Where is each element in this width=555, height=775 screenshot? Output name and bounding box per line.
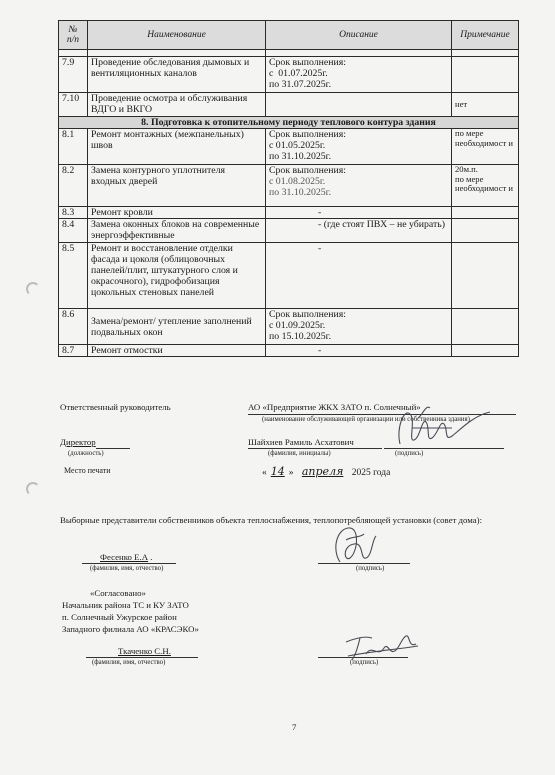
row-name: Ремонт и восстановление отделки фасада и цоколя (облицовочных панелей/плит, штукатурного слоя и окрасочного), гидрофобизация цокольных стеновых панелей [88, 243, 266, 309]
note-length: 20м.п. [455, 164, 478, 174]
agreed-name-underline [86, 657, 198, 658]
row-num: 7.10 [59, 93, 88, 117]
row-name: Замена/ремонт/ утепление заполнений подвальных окон [88, 309, 266, 345]
row-note [452, 207, 519, 219]
row-note [452, 243, 519, 309]
agreed-title: «Согласовано» [90, 588, 146, 598]
position-value: Директор [60, 437, 96, 447]
row-note [452, 219, 519, 243]
row-name: Проведение обследования дымовых и вентиляционных каналов [88, 57, 266, 93]
desc-label: Срок выполнения: [269, 165, 346, 176]
agreed-caption: (фамилия, имя, отчество) [92, 659, 166, 666]
rep-name-dot: . [148, 552, 153, 562]
organization-caption: (наименование обслуживающей организации или собственника здания) [262, 416, 470, 423]
rep-name [82, 552, 152, 562]
organization-name: АО «Предприятие ЖКХ ЗАТО п. Солнечный» [248, 402, 421, 412]
desc-label: Срок выполнения: [269, 129, 346, 140]
rep-caption: (фамилия, имя, отчество) [90, 565, 164, 572]
row-desc: - (где стоят ПВХ – не убирать) [266, 219, 452, 243]
row-desc: - [266, 243, 452, 309]
table-row [59, 165, 519, 207]
desc-to: по 31.07.2025г. [269, 79, 332, 90]
row-num: 8.1 [59, 129, 88, 165]
row-note [452, 309, 519, 345]
responsible-label: Ответственный руководитель [60, 402, 171, 412]
sign-date [262, 465, 390, 478]
row-desc: - [266, 207, 452, 219]
row-note [452, 57, 519, 93]
row-desc [266, 165, 452, 207]
row-desc [266, 93, 452, 117]
position-caption: (должность) [68, 450, 104, 457]
row-desc [266, 57, 452, 93]
desc-from: с 01.07.2025г. [269, 68, 328, 79]
row-num: 8.7 [59, 345, 88, 357]
desc-label: Срок выполнения: [269, 57, 346, 68]
table-row [59, 243, 519, 309]
row-note: по мере необходимост и [452, 129, 519, 165]
row-num: 8.3 [59, 207, 88, 219]
header-name: Наименование [88, 21, 266, 50]
table-row [59, 57, 519, 93]
agreed-line-2: п. Солнечный Ужурское район [62, 612, 177, 622]
table-row [59, 345, 519, 357]
person-name: Шайхиев Рамиль Асхатович [248, 437, 354, 447]
table-row [59, 207, 519, 219]
table-spacer-row [59, 50, 519, 57]
date-day: 14 [270, 465, 285, 478]
header-num: № п/п [59, 21, 88, 50]
desc-label: Срок выполнения: [269, 309, 346, 320]
row-num: 8.5 [59, 243, 88, 309]
table-row [59, 93, 519, 117]
date-open-quote: « [262, 468, 267, 478]
agreed-line-1: Начальник района ТС и КУ ЗАТО [62, 600, 189, 610]
row-desc [266, 129, 452, 165]
header-desc: Описание [266, 21, 452, 50]
rep-signature-caption: (подпись) [356, 565, 385, 572]
row-name: Ремонт монтажных (межпанельных) швов [88, 129, 266, 165]
punch-hole-mark [26, 282, 40, 296]
desc-from: с 01.08.2025г. [269, 176, 326, 187]
section-row [59, 117, 519, 129]
desc-from: с 01.09.2025г. [269, 320, 326, 331]
rep-signature [320, 522, 390, 568]
date-year: 2025 года [351, 468, 391, 478]
position-underline [96, 448, 130, 449]
representatives-text: Выборные представители собственников объекта теплоснабжения, теплопотребляющей установки (совет дома): [60, 515, 483, 525]
table-header-row [59, 21, 519, 50]
date-close-quote: » [288, 468, 294, 478]
row-num: 8.2 [59, 165, 88, 207]
director-signature [382, 398, 502, 458]
row-note: нет [452, 93, 519, 117]
stamp-label: Место печати [64, 466, 111, 475]
row-num: 7.9 [59, 57, 88, 93]
row-name: Проведение осмотра и обслуживания ВДГО и ВКГО [88, 93, 266, 117]
row-num: 8.4 [59, 219, 88, 243]
table-row [59, 309, 519, 345]
desc-from: с 01.05.2025г. [269, 140, 326, 151]
works-table [58, 20, 519, 357]
table-row [59, 129, 519, 165]
agreed-line-3: Западного филиала АО «КРАСЭКО» [62, 624, 199, 634]
header-note: Примечание [452, 21, 519, 50]
row-name: Ремонт кровли [88, 207, 266, 219]
row-note [452, 165, 519, 207]
agreed-signature [336, 628, 422, 664]
date-month: апреля [301, 465, 344, 478]
rep-name-value: Фесенко Е.А [100, 552, 149, 562]
row-note [452, 345, 519, 357]
signature-caption: (подпись) [395, 450, 424, 457]
row-num: 8.6 [59, 309, 88, 345]
row-name: Ремонт отмостки [88, 345, 266, 357]
page-number: 7 [292, 722, 297, 732]
rep-underline [82, 563, 176, 564]
agreed-name: Ткаченко С.Н. [118, 646, 171, 656]
row-name: Замена контурного уплотнителя входных дверей [88, 165, 266, 207]
section-title: 8. Подготовка к отопительному периоду теплового контура здания [59, 117, 519, 129]
note-text: по мере необходимост и [455, 173, 514, 194]
desc-to: по 31.10.2025г. [269, 187, 332, 198]
person-caption: (фамилия, инициалы) [268, 450, 331, 457]
person-underline [248, 448, 382, 449]
agreed-signature-caption: (подпись) [350, 659, 379, 666]
table-row [59, 219, 519, 243]
row-name: Замена оконных блоков на современные энергоэффективные [88, 219, 266, 243]
desc-to: по 31.10.2025г. [269, 151, 332, 162]
desc-to: по 15.10.2025г. [269, 331, 332, 342]
punch-hole-mark [26, 482, 40, 496]
row-desc: - [266, 345, 452, 357]
row-desc [266, 309, 452, 345]
